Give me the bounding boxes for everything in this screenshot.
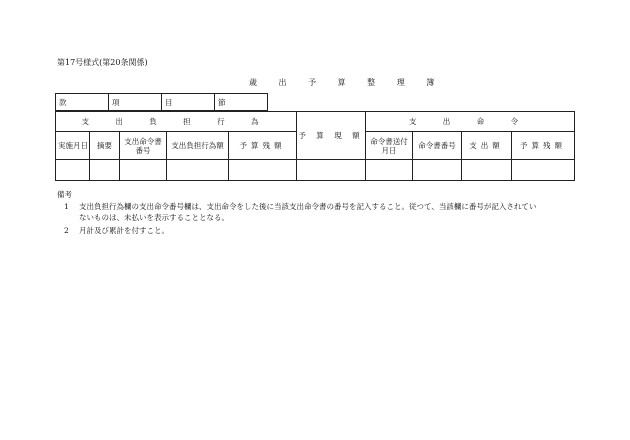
col-payment-order-number: 支出命令書番号 — [124, 136, 162, 155]
kan-label: 款 — [56, 94, 109, 111]
col-order-number: 命令書番号 — [418, 141, 456, 150]
col-expenditure-amount: 支出額 — [469, 141, 504, 150]
remark-number: 1 — [64, 202, 69, 211]
remark-number: 2 — [64, 226, 69, 235]
remark-item-1-continued: ないものは、未払いを表示することとなる。 — [79, 213, 229, 222]
budget-present-header: 予 算 現 額 — [298, 131, 364, 140]
ledger-table — [55, 111, 575, 181]
col-summary: 摘要 — [97, 141, 112, 150]
col-order-sent-date: 命令書送付月日 — [370, 136, 408, 155]
remark-text: 月計及び累計を付すこと。 — [79, 226, 169, 235]
col-implementation-date: 実施月日 — [58, 141, 88, 150]
remark-item-1 — [64, 201, 536, 212]
remarks-heading: 備考 — [57, 190, 72, 199]
col-budget-balance-left: 予算残額 — [239, 141, 286, 150]
remark-item-2 — [64, 225, 169, 236]
moku-label: 目 — [162, 94, 215, 111]
col-budget-balance-right: 予算残額 — [520, 141, 566, 150]
document-title: 歳 出 予 算 整 理 簿 — [249, 78, 444, 87]
form-number: 第17号様式(第20条関係) — [57, 58, 148, 67]
setsu-label: 節 — [215, 94, 268, 111]
payment-order-header: 支 出 命 令 — [408, 117, 531, 126]
kou-label: 項 — [109, 94, 162, 111]
expenditure-commitment-header: 支 出 負 担 行 為 — [81, 117, 271, 126]
remark-text: 支出負担行為欄の支出命令番号欄は、支出命令をした後に当該支出命令書の番号を記入すること。従つて、当該欄に番号が記入されてい — [79, 202, 537, 211]
col-commitment-amount: 支出負担行為額 — [171, 141, 224, 150]
classification-table — [55, 93, 268, 111]
